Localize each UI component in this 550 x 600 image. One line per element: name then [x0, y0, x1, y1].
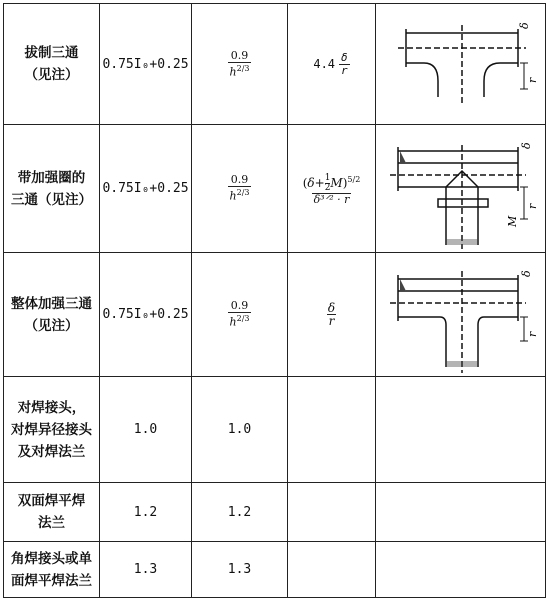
component-name	[4, 377, 100, 483]
fraction-denominator	[228, 186, 252, 203]
table-row	[4, 377, 546, 483]
out-plane-factor	[192, 125, 288, 253]
integral-tee-diagram	[376, 255, 544, 375]
component-name	[4, 483, 100, 542]
table-row	[4, 542, 546, 598]
factor-value: 1.0	[133, 422, 158, 437]
name-line: （见注）	[24, 317, 79, 334]
table-row	[4, 4, 546, 125]
fraction	[326, 302, 337, 327]
name-line: 及对焊法兰	[17, 443, 86, 460]
fraction	[228, 174, 252, 203]
table-row	[4, 125, 546, 253]
out-plane-factor	[192, 253, 288, 377]
name-line: 对焊异径接头	[11, 421, 92, 438]
num-exp: 5/2	[347, 174, 361, 184]
diagram-cell	[376, 4, 546, 125]
delta-label: δ	[520, 141, 533, 149]
component-name	[4, 4, 100, 125]
name-line: 拔制三通	[24, 45, 79, 61]
diagram-cell	[376, 377, 546, 483]
flexibility-char	[288, 483, 376, 542]
num-a: δ	[307, 175, 315, 190]
out-plane-factor	[192, 377, 288, 483]
component-name	[4, 125, 100, 253]
m-label: M	[506, 215, 519, 227]
in-plane-factor	[100, 4, 192, 125]
diagram-cell	[376, 483, 546, 542]
fraction-numerator: 0.9	[230, 48, 249, 62]
delta-label: δ	[518, 22, 531, 29]
num-plus: +	[314, 175, 325, 190]
name-line: 带加强圈的	[17, 169, 86, 186]
factor-value: 1.2	[133, 504, 158, 520]
fraction	[301, 172, 363, 206]
den-var: h	[229, 315, 237, 329]
den-var: h	[229, 65, 237, 79]
factor-value: 0.75I₀+0.25	[102, 181, 189, 196]
num-b: M	[330, 175, 343, 190]
half-num: 1	[324, 172, 331, 183]
in-plane-factor	[100, 542, 192, 598]
fraction-denominator	[228, 62, 252, 79]
fraction-numerator: δ	[327, 301, 336, 315]
delta-label: δ	[520, 269, 533, 277]
r-label: r	[526, 203, 539, 209]
diagram-cell	[376, 253, 546, 377]
factor-value: 1.3	[133, 562, 158, 577]
fraction-numerator: 0.9	[230, 173, 249, 187]
flexibility-char	[288, 542, 376, 598]
in-plane-factor	[100, 125, 192, 253]
factor-value: 1.2	[227, 504, 252, 520]
name-line: 双面焊平焊	[17, 493, 86, 509]
den-exp: 2/3	[236, 188, 250, 198]
factor-value: 0.75I₀+0.25	[102, 56, 189, 72]
den-exp: 2/3	[236, 314, 250, 324]
fraction-numerator: δ	[341, 50, 348, 64]
flexibility-char	[288, 253, 376, 377]
table-row	[4, 483, 546, 542]
fraction	[228, 50, 252, 79]
flexibility-char	[288, 125, 376, 253]
name-line: （见注）	[24, 67, 79, 83]
den-var: h	[229, 189, 237, 203]
in-plane-factor	[100, 483, 192, 542]
name-line: 角焊接头或单	[11, 550, 92, 567]
name-line: 整体加强三通	[11, 295, 92, 312]
r-label: r	[526, 331, 539, 337]
fraction-denominator: r	[328, 314, 335, 328]
diagram-cell	[376, 125, 546, 253]
name-line: 面焊平焊法兰	[11, 572, 92, 589]
out-plane-factor	[192, 483, 288, 542]
r-label: r	[526, 77, 539, 83]
fraction-numerator: 0.9	[230, 299, 249, 313]
fraction-numerator: (δ+ $\frac{1}{2}$ M)$^{5/2}$	[302, 172, 361, 193]
component-name	[4, 542, 100, 598]
out-plane-factor	[192, 4, 288, 125]
fraction-denominator	[228, 312, 252, 329]
tee-diagram	[376, 5, 544, 123]
name-line: 三通（见注）	[11, 191, 92, 208]
factor-value: 0.75I₀+0.25	[102, 307, 189, 322]
component-name	[4, 253, 100, 377]
diagram-cell	[376, 542, 546, 598]
out-plane-factor	[192, 542, 288, 598]
fraction-denominator: r	[341, 63, 348, 77]
fraction	[339, 52, 350, 77]
formula	[313, 52, 349, 77]
in-plane-factor	[100, 377, 192, 483]
in-plane-factor	[100, 253, 192, 377]
half-den: 2	[324, 182, 331, 193]
coefficient-table	[3, 3, 545, 597]
flexibility-char	[288, 4, 376, 125]
factor-value: 1.0	[227, 422, 252, 437]
fraction-denominator: δ³ᐟ² · r	[313, 192, 350, 206]
table-row	[4, 253, 546, 377]
den-exp: 2/3	[236, 63, 250, 73]
formula-coef: 4.4	[313, 57, 336, 71]
flexibility-char	[288, 377, 376, 483]
name-line: 对焊接头，	[17, 399, 86, 416]
factor-value: 1.3	[227, 562, 252, 577]
fraction	[228, 300, 252, 329]
reinforced-tee-diagram	[376, 127, 544, 251]
name-line: 法兰	[38, 515, 65, 531]
